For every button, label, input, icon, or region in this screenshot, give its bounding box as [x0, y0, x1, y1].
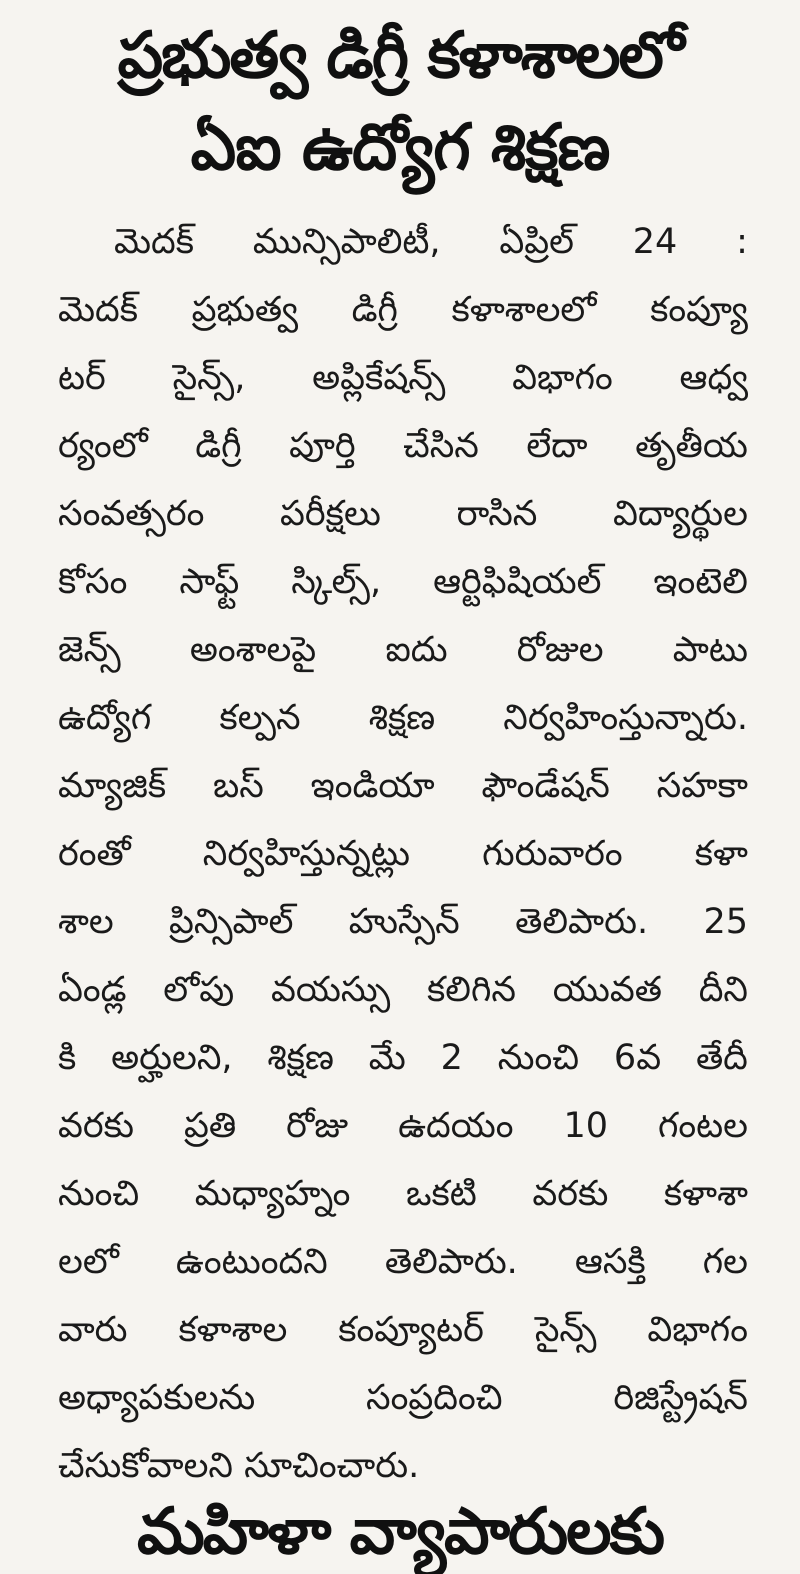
article-word: :: [736, 222, 748, 262]
article-word: ఇండియా: [310, 766, 435, 806]
article-word: వయస్సు: [271, 970, 391, 1010]
article-body-line: [58, 888, 748, 956]
article-word: మెదక్: [58, 290, 139, 330]
article-word: తెలిపారు.: [384, 1242, 518, 1282]
article-word: ప్రిన్సిపాల్: [169, 902, 294, 942]
article-word: సహకా: [656, 766, 748, 806]
article-word: గల: [702, 1242, 748, 1282]
article-word: అప్లికేషన్స్: [312, 358, 446, 398]
article-word: కలిగిన: [427, 970, 516, 1010]
article-word: సంప్రదించి: [366, 1378, 503, 1418]
article-headline-line-1: ప్రభుత్వ డిగ్రీ కళాశాలలో: [117, 19, 683, 93]
article-body-line: [58, 1228, 748, 1296]
article-word: ఒకటి: [405, 1174, 477, 1214]
article-word: డిగ్రీ: [351, 290, 398, 330]
article-word: బస్: [212, 766, 264, 806]
article-word: ఉదయం: [398, 1106, 514, 1146]
article-word: గంటల: [657, 1106, 748, 1146]
article-word: మెదక్: [114, 222, 195, 262]
article-body-line: [58, 956, 748, 1024]
article-word: చేసిన: [403, 426, 479, 466]
article-word: ఉద్యోగ: [58, 698, 152, 738]
article-word: లేదా: [526, 426, 588, 466]
article-word: ఇంటెలి: [653, 562, 748, 602]
article-word: 2: [440, 1038, 463, 1078]
article-word: ఐదు: [385, 630, 448, 670]
article-word: ఆర్టిఫిషియల్: [433, 562, 602, 602]
article-body-line: [58, 820, 748, 888]
article-word: వరకు: [58, 1106, 135, 1146]
next-article-headline: మహిళా వ్యాపారులకు: [136, 1495, 664, 1569]
article-word: ఆధ్వ: [679, 358, 748, 398]
article-word: విభాగం: [647, 1310, 748, 1350]
article-word: గురువారం: [482, 834, 623, 874]
article-word: రిజిస్ట్రేషన్: [613, 1378, 748, 1418]
article-body-line: [58, 480, 748, 548]
article-word: అధ్యాపకులను: [58, 1378, 256, 1418]
article-word: తెలిపారు.: [515, 902, 649, 942]
article-word: కళాశా: [663, 1174, 748, 1214]
article-word: ఫౌండేషన్: [481, 766, 610, 806]
article-word: కంప్యూ: [650, 290, 748, 330]
article-word: ప్రభుత్వ: [191, 290, 298, 330]
article-word: నిర్వహింస్తున్నారు.: [503, 698, 748, 738]
article-word: మధ్యాహ్నం: [194, 1174, 351, 1214]
article-word: తృతీయ: [635, 426, 748, 466]
article-word: పరీక్షలు: [280, 494, 381, 534]
article-word: లలో: [58, 1242, 119, 1282]
article-word: టర్: [58, 358, 106, 398]
article-word: నుంచి: [58, 1174, 140, 1214]
article-word: ఏండ్ల: [58, 970, 127, 1010]
article-word: జెన్స్: [58, 630, 121, 670]
article-body-line: [58, 548, 748, 616]
article-word: ఆసక్తి: [574, 1242, 646, 1282]
article-word: పూర్తి: [289, 426, 356, 466]
article-word: 25: [703, 902, 748, 942]
article-word: రంతో: [58, 834, 131, 874]
article-body: [58, 208, 748, 1500]
article-word: హుస్సేన్: [348, 902, 460, 942]
article-word: శిక్షణ: [368, 698, 436, 738]
article-word: అంశాలపై: [189, 630, 317, 670]
article-word: మున్సిపాలిటీ,: [252, 222, 441, 262]
article-word: 24: [632, 222, 678, 262]
article-word: వారు: [58, 1310, 128, 1350]
article-word: శాల: [58, 902, 114, 942]
article-word: ప్రతి: [183, 1106, 237, 1146]
article-word: కంప్యూటర్: [338, 1310, 484, 1350]
article-word: వరకు: [532, 1174, 609, 1214]
article-word: విద్యార్థుల: [612, 494, 748, 534]
article-body-line: [58, 1024, 748, 1092]
article-word: నిర్వహిస్తున్నట్లు: [202, 834, 410, 874]
article-word: కోసం: [58, 562, 128, 602]
article-body-line: [58, 1160, 748, 1228]
article-body-line: [58, 616, 748, 684]
article-word: తేదీ: [695, 1038, 748, 1078]
article-word: సంవత్సరం: [58, 494, 205, 534]
article-body-line: [58, 1296, 748, 1364]
article-word: శిక్షణ: [267, 1038, 334, 1078]
article-word: పాటు: [672, 630, 748, 670]
article-word: రాసిన: [456, 494, 538, 534]
article-word: రోజు: [286, 1106, 349, 1146]
article-word: కల్పన: [219, 698, 301, 738]
article-word: విభాగం: [512, 358, 613, 398]
article-body-line: [58, 412, 748, 480]
article-word: 6వ: [613, 1038, 662, 1078]
article-word: కళాశాలలో: [451, 290, 597, 330]
article-word: అర్హులని,: [111, 1038, 233, 1078]
article-word: కళాశాల: [178, 1310, 288, 1350]
article-word: ర్యంలో: [58, 426, 148, 466]
article-word: సైన్స్,: [172, 358, 246, 398]
article-headline-line-2: ఏఐ ఉద్యోగ శిక్షణ: [190, 111, 610, 185]
article-word: కి: [58, 1038, 77, 1078]
article-word: సైన్స్: [534, 1310, 597, 1350]
article-word: యువత: [552, 970, 662, 1010]
article-word: స్కిల్స్,: [291, 562, 382, 602]
article-word: ఉంటుందని: [175, 1242, 328, 1282]
article-word: మ్యాజిక్: [58, 766, 167, 806]
article-word: సాఫ్ట్: [179, 562, 240, 602]
article-body-line: చేసుకోవాలని సూచించారు.: [58, 1446, 420, 1486]
article-word: నుంచి: [497, 1038, 580, 1078]
article-word: లోపు: [163, 970, 235, 1010]
article-word: ఏప్రిల్: [499, 222, 574, 262]
article-body-line: [58, 276, 748, 344]
article-body-line: [58, 208, 748, 276]
article-word: డిగ్రీ: [195, 426, 242, 466]
article-word: మే: [368, 1038, 406, 1078]
article-body-line: [58, 752, 748, 820]
article-body-line: [58, 1092, 748, 1160]
article-body-line: [58, 344, 748, 412]
article-word: రోజుల: [516, 630, 604, 670]
article-word: 10: [563, 1106, 608, 1146]
article-word: దీని: [698, 970, 748, 1010]
article-body-line: [58, 1364, 748, 1432]
article-body-line: [58, 684, 748, 752]
article-word: కళా: [694, 834, 748, 874]
